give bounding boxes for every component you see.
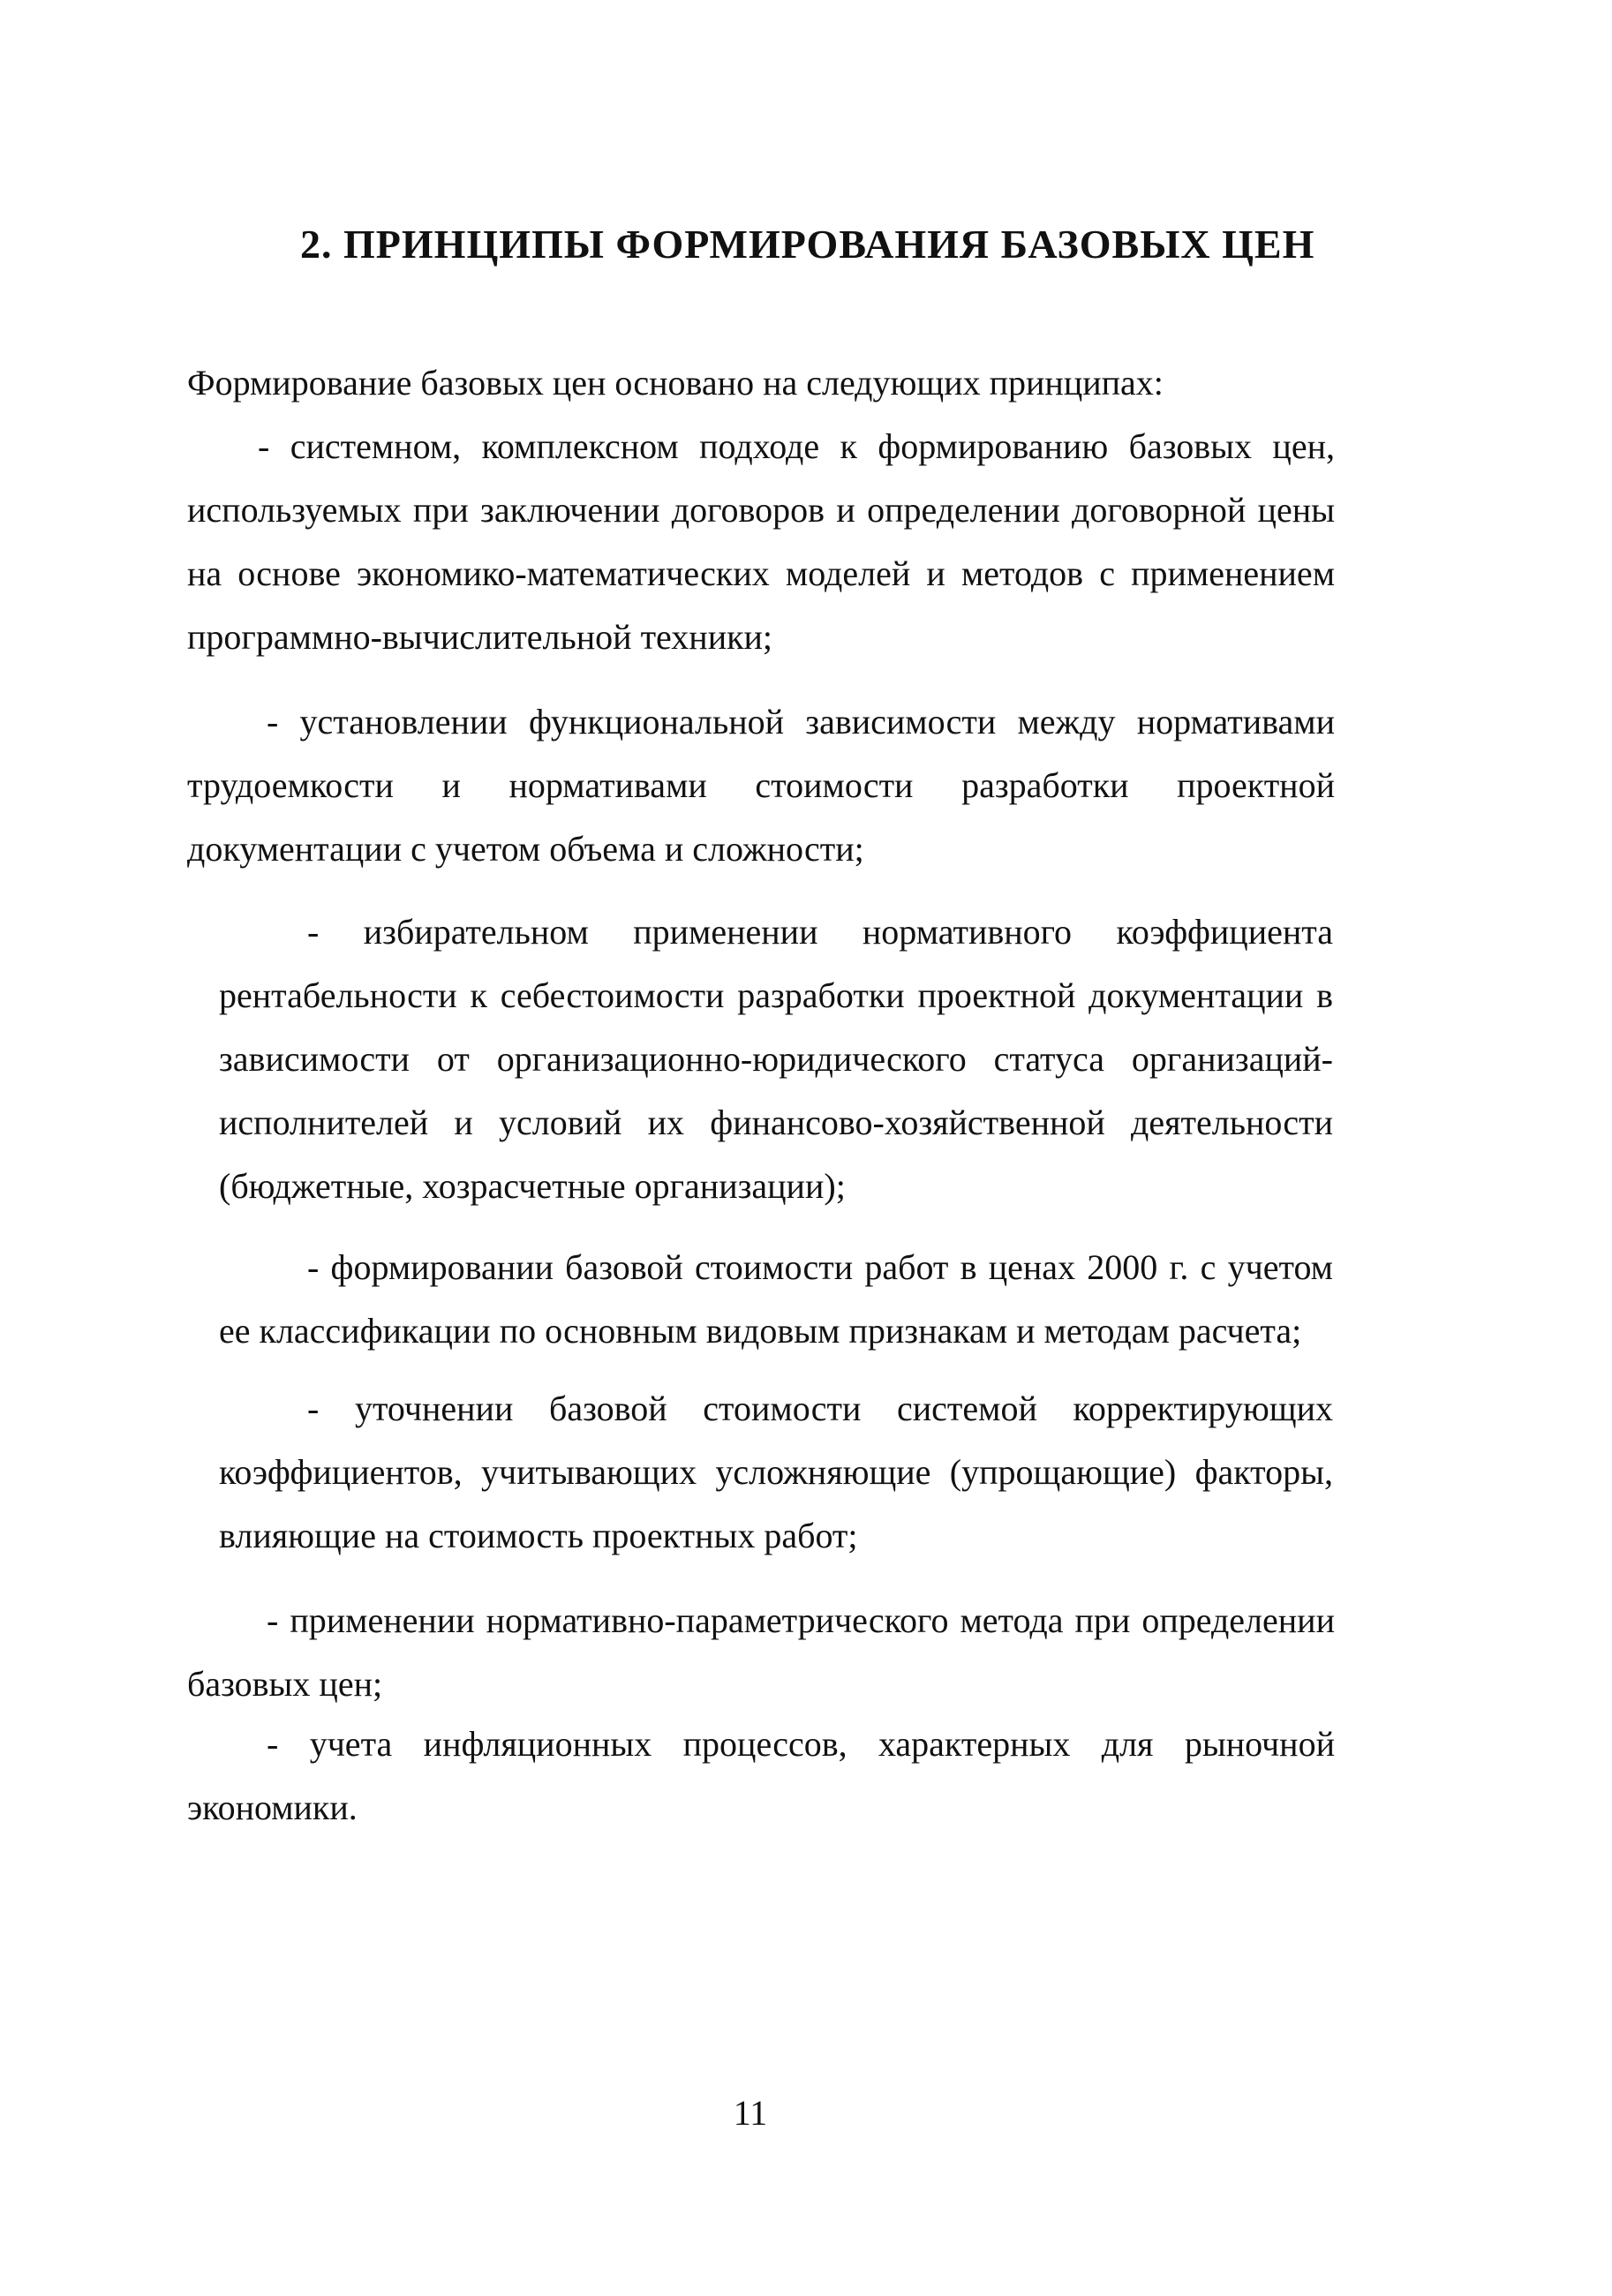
page-number: 11 [733, 2093, 768, 2133]
principle-item-6: - применении нормативно-параметрического метода при определении базовых цен; [187, 1600, 1335, 1704]
principle-item-4: - формировании базовой стоимости работ в ценах 2000 г. с учетом ее классификации по основным видовым признакам и методам расчета; [219, 1247, 1333, 1351]
principle-item-7: - учета инфляционных процессов, характерных для рыночной экономики. [187, 1724, 1335, 1827]
principle-item-2: - установлении функциональной зависимости между нормативами трудоемкости и нормативами стоимости разработки проектной документации с учетом объема и сложности; [187, 702, 1335, 869]
principle-item-5: - уточнении базовой стоимости системой корректирующих коэффициентов, учитывающих усложняющие (упрощающие) факторы, влияющие на стоимость проектных работ; [219, 1389, 1333, 1555]
principle-item-1: - системном, комплексном подходе к формированию базовых цен, используемых при заключении договоров и определении договорной цены на основе экономико-математических моделей и методов с применением программно-вычислительной техники; [187, 426, 1335, 657]
principle-item-3: - избирательном применении нормативного коэффициента рентабельности к себестоимости разработки проектной документации в зависимости от организационно-юридического статуса организаций-исполнителей и условий их финансово-хозяйственной деятельности (бюджетные, хозрасчетные организации); [219, 912, 1333, 1206]
section-heading: 2. ПРИНЦИПЫ ФОРМИРОВАНИЯ БАЗОВЫХ ЦЕН [300, 222, 1315, 267]
intro-paragraph: Формирование базовых цен основано на следующих принципах: [187, 363, 1164, 403]
